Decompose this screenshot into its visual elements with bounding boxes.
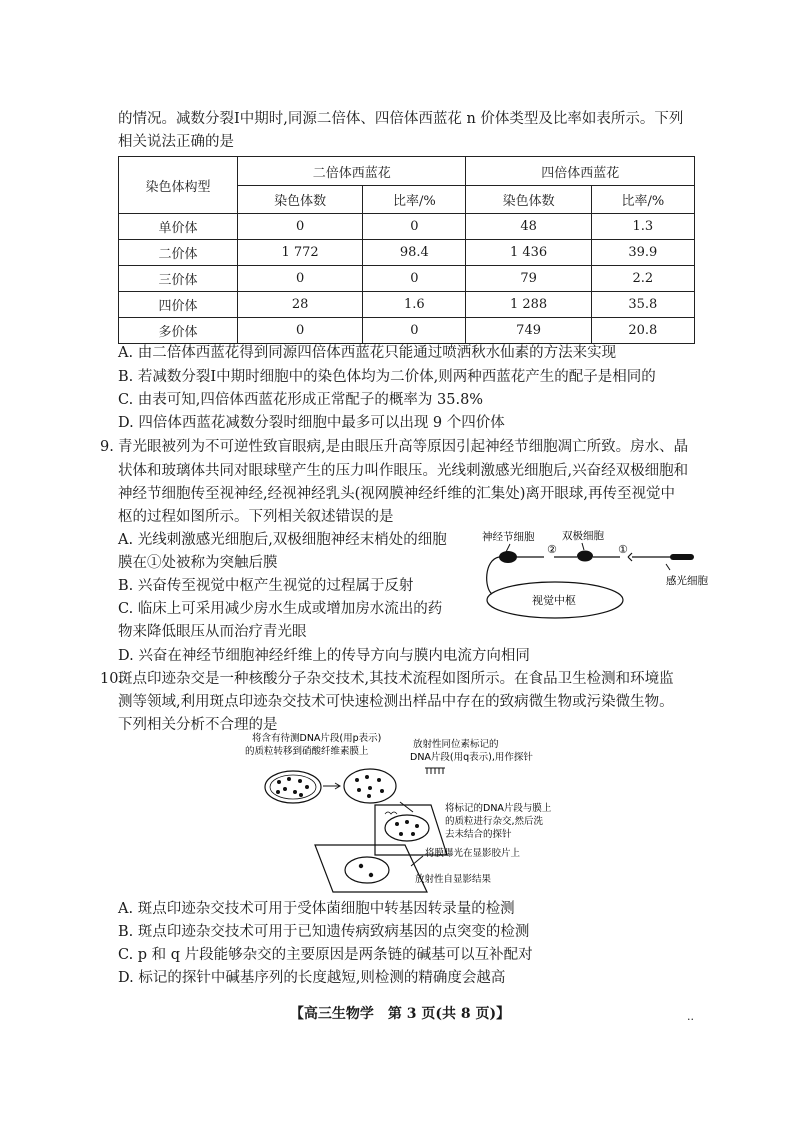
- table-row: [119, 292, 695, 318]
- table-cell: 1 436: [466, 240, 591, 266]
- ganglion-pointer: [506, 544, 510, 552]
- result-label: 放射性自显影结果: [415, 874, 492, 885]
- membrane-dot: [357, 788, 361, 792]
- probe-label-a: 放射性同位素标记的: [413, 739, 499, 750]
- petri-dish-inner: [270, 775, 316, 799]
- q10-option-a: A. 斑点印迹杂交技术可用于受体菌细胞中转基因转录量的检测: [118, 901, 515, 917]
- optic-nerve-fiber: [487, 557, 499, 594]
- table-row-label: 多价体: [119, 318, 238, 344]
- footer-mark: ..: [687, 1010, 694, 1023]
- table-subheader: 染色体数: [238, 186, 363, 214]
- hybrid-dot: [395, 822, 399, 826]
- colony-dot: [298, 779, 302, 783]
- photoreceptor-cell: [670, 554, 694, 560]
- table-cell: 2.2: [591, 266, 694, 292]
- neural-pathway-diagram: [470, 520, 708, 635]
- table-row: [119, 266, 695, 292]
- bipolar-cell: [577, 551, 593, 562]
- table-row-label: 三价体: [119, 266, 238, 292]
- synapse-terminal: [628, 553, 632, 561]
- q9-option-b: B. 兴奋传至视觉中枢产生视觉的过程属于反射: [118, 578, 414, 594]
- probe-label-b: DNA片段(用q表示),用作探针: [410, 752, 533, 763]
- q8-option-d: D. 四倍体西蓝花减数分裂时细胞中最多可以出现 9 个四价体: [118, 415, 505, 431]
- q10-option-d: D. 标记的探针中碱基序列的长度越短,则检测的精确度会越高: [118, 970, 506, 986]
- step1-label-b: 的质粒转移到硝酸纤维素膜上: [245, 746, 369, 757]
- intro-line-1: 的情况。减数分裂Ⅰ中期时,同源二倍体、四倍体西蓝花 n 价体类型及比率如表所示。下列: [118, 111, 684, 127]
- x-ray-film: [315, 845, 427, 892]
- table-subheader: 比率/%: [591, 186, 694, 214]
- step1-label-a: 将含有待测DNA片段(用p表示): [252, 733, 382, 744]
- synapse-mark-2: ②: [547, 543, 557, 556]
- page-footer: 【高三生物学 第 3 页(共 8 页)】: [289, 1006, 511, 1022]
- table-cell: 1 288: [466, 292, 591, 318]
- bipolar-label: 双极细胞: [562, 530, 604, 542]
- hybridized-membrane: [385, 815, 429, 841]
- colony-dot: [276, 790, 280, 794]
- hybrid-dot: [411, 832, 415, 836]
- hybrid-dot: [399, 832, 403, 836]
- q10-number: 10.: [100, 671, 124, 687]
- table-row: [119, 214, 695, 240]
- q9-stem-line: 青光眼被列为不可逆性致盲眼病,是由眼压升高等原因引起神经节细胞凋亡所致。房水、晶: [118, 439, 689, 455]
- table-cell: 35.8: [591, 292, 694, 318]
- membrane-dot: [377, 778, 381, 782]
- step3-label-b: 的质粒进行杂交,然后洗: [445, 816, 544, 827]
- table-cell: 98.4: [363, 240, 466, 266]
- step3-label-a: 将标记的DNA片段与膜上: [445, 803, 552, 814]
- chromosome-table: [118, 156, 695, 344]
- table-cell: 0: [238, 318, 363, 344]
- film-membrane-outline: [345, 857, 389, 883]
- table-cell: 1 772: [238, 240, 363, 266]
- membrane-dot: [368, 786, 372, 790]
- film-spot: [369, 873, 373, 877]
- probe-icon: [425, 768, 445, 774]
- table-row: [119, 318, 695, 344]
- step3-label-c: 去未结合的探针: [445, 829, 512, 840]
- colony-dot: [287, 777, 291, 781]
- q9-stem-line: 枢的过程如图所示。下列相关叙述错误的是: [118, 509, 394, 525]
- table-cell: 39.9: [591, 240, 694, 266]
- arrow-2: [400, 802, 413, 812]
- synapse-mark-1: ①: [618, 543, 628, 556]
- photoreceptor-pointer: [666, 564, 670, 570]
- colony-dot: [293, 790, 297, 794]
- membrane-dot: [380, 789, 384, 793]
- table-row-label: 四价体: [119, 292, 238, 318]
- q9-option-a-cont: 膜在①处被称为突触后膜: [118, 555, 278, 571]
- colony-dot: [299, 793, 303, 797]
- table-cell: 749: [466, 318, 591, 344]
- colonies: [276, 777, 309, 797]
- visual-center-label: 视觉中枢: [532, 594, 576, 607]
- q10-stem-line: 测等领域,利用斑点印迹杂交技术可快速检测出样品中存在的致病微生物或污染微生物。: [118, 694, 674, 710]
- table-cell: 0: [238, 266, 363, 292]
- q9-stem-line: 神经节细胞传至视神经,经视神经乳头(视网膜神经纤维的汇集处)离开眼球,再传至视觉中: [118, 486, 676, 502]
- q8-option-b: B. 若减数分裂Ⅰ中期时细胞中的染色体均为二价体,则两种西蓝花产生的配子是相同的: [118, 369, 656, 385]
- colony-dot: [277, 780, 281, 784]
- q10-option-c: C. p 和 q 片段能够杂交的主要原因是两条链的碱基可以互补配对: [118, 947, 533, 963]
- hybrid-dots: [395, 820, 419, 836]
- q9-option-c: C. 临床上可采用减少房水生成或增加房水流出的药: [118, 601, 443, 617]
- table-cell: 20.8: [591, 318, 694, 344]
- table-row-label: 二价体: [119, 240, 238, 266]
- membrane-dot: [355, 778, 359, 782]
- q10-stem-line: 下列相关分析不合理的是: [118, 717, 278, 733]
- dot-blot-diagram: [235, 730, 575, 895]
- hybrid-dot: [405, 820, 409, 824]
- q8-option-c: C. 由表可知,四倍体西蓝花形成正常配子的概率为 35.8%: [118, 392, 484, 408]
- q10-stem-line: 斑点印迹杂交是一种核酸分子杂交技术,其技术流程如图所示。在食品卫生检测和环境监: [118, 671, 674, 687]
- q10-option-b: B. 斑点印迹杂交技术可用于已知遗传病致病基因的点突变的检测: [118, 924, 530, 940]
- table-subheader: 染色体数: [466, 186, 591, 214]
- q9-stem-line: 状体和玻璃体共同对眼球壁产生的压力叫作眼压。光线刺激感光细胞后,兴奋经双极细胞和: [118, 463, 689, 479]
- table-group-tetraploid: 四倍体西蓝花: [466, 157, 695, 186]
- ganglion-label: 神经节细胞: [482, 531, 535, 543]
- q9-option-c-cont: 物来降低眼压从而治疗青光眼: [118, 624, 307, 640]
- table-cell: 79: [466, 266, 591, 292]
- step4-label: 将膜曝光在显影胶片上: [425, 848, 521, 859]
- table-cell: 48: [466, 214, 591, 240]
- q8-option-a: A. 由二倍体西蓝花得到同源四倍体西蓝花只能通过喷洒秋水仙素的方法来实现: [118, 345, 617, 361]
- colony-dot: [305, 785, 309, 789]
- membrane-dot: [367, 794, 371, 798]
- table-row-header: 染色体构型: [119, 157, 238, 214]
- table-subheader: 比率/%: [363, 186, 466, 214]
- q9-option-d: D. 兴奋在神经节细胞神经纤维上的传导方向与膜内电流方向相同: [118, 648, 530, 664]
- probe-wave: [385, 812, 397, 814]
- table-cell: 0: [363, 214, 466, 240]
- table-cell: 0: [363, 318, 466, 344]
- petri-dish: [265, 771, 321, 803]
- membrane-dot: [365, 775, 369, 779]
- photoreceptor-label: 感光细胞: [666, 575, 708, 587]
- table-cell: 0: [238, 214, 363, 240]
- ganglion-cell: [499, 551, 517, 563]
- intro-line-2: 相关说法正确的是: [118, 134, 234, 150]
- table-group-diploid: 二倍体西蓝花: [238, 157, 466, 186]
- table-cell: 1.6: [363, 292, 466, 318]
- film-spot: [359, 864, 363, 868]
- table-row-label: 单价体: [119, 214, 238, 240]
- table-cell: 28: [238, 292, 363, 318]
- q9-option-a: A. 光线刺激感光细胞后,双极细胞神经末梢处的细胞: [118, 532, 447, 548]
- table-cell: 1.3: [591, 214, 694, 240]
- table-row: [119, 240, 695, 266]
- table-cell: 0: [363, 266, 466, 292]
- bipolar-pointer: [582, 543, 584, 550]
- membrane-dots: [355, 775, 384, 798]
- colony-dot: [283, 787, 287, 791]
- q9-number: 9.: [100, 439, 114, 455]
- hybrid-dot: [415, 824, 419, 828]
